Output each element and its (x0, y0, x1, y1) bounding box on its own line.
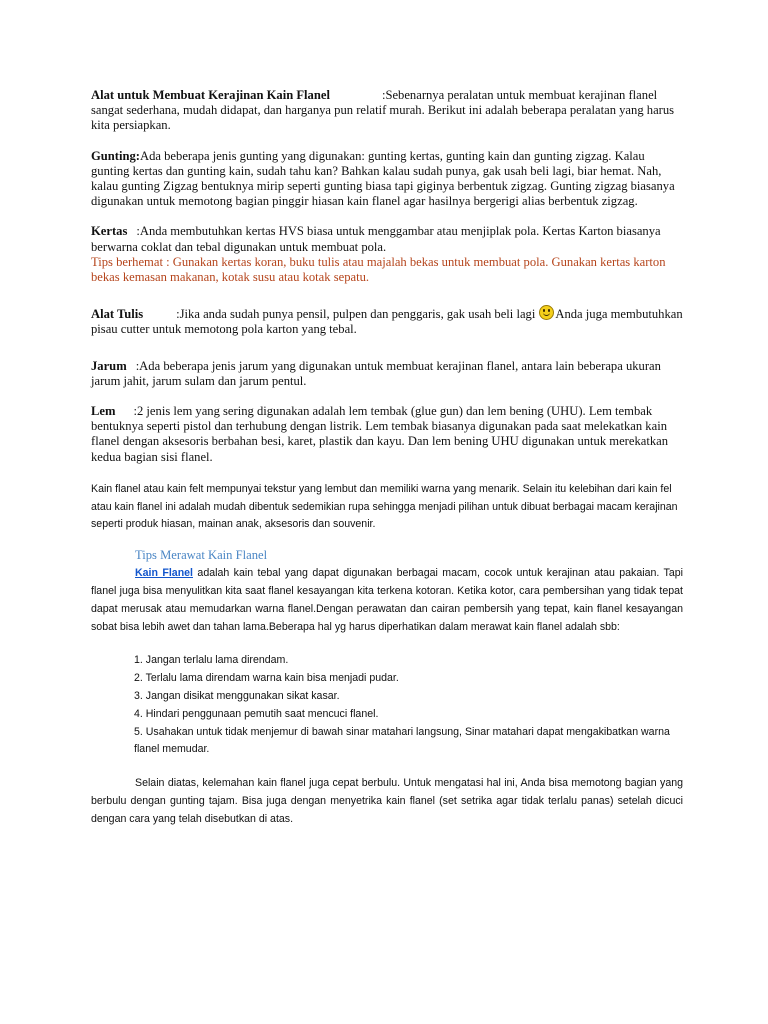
jarum-text: :Ada beberapa jenis jarum yang digunakan untuk membuat kerajinan flanel, antara lain beberapa ukuran jarum jahit, jarum sulam dan jarum pentul. (91, 358, 661, 388)
tips-intro-paragraph (91, 565, 683, 636)
intro-text: :Sebenarnya peralatan untuk membuat kerajinan flanel sangat sederhana, mudah didapat, dan harganya pun relatif murah. Berikut ini adalah beberapa peralatan yang harus kita persiapkan. (91, 88, 675, 133)
lem-label: Lem (91, 404, 116, 419)
kertas-text: :Anda membutuhkan kertas HVS biasa untuk menggambar atau menjiplak pola. Kertas Karton biasanya berwarna coklat dan tebal digunakan untuk membuat pola. (91, 224, 661, 254)
gunting-text: Ada beberapa jenis gunting yang digunakan: gunting kertas, gunting kain dan gunting zigzag. Kalau gunting kertas dan gunting kain, sudah tahu kan? Bahkan kalau sudah punya, gak usah beli lagi, biar hemat. Nah, kalau gunting Zigzag bentuknya mirip seperti gunting biasa tapi giginya berbentuk zigzag. Gunting zigzag biasanya digunakan untuk memotong bagian pinggir hiasan kain flanel agar hasilnya bergerigi alias berbentuk zigzag. (91, 148, 675, 209)
kertas-label: Kertas (91, 224, 128, 239)
gunting-label: Gunting: (91, 148, 140, 163)
list-item: 5. Usahakan untuk tidak menjemur di bawah sinar matahari langsung, Sinar matahari dapat mengakibatkan warna flanel memudar. (134, 725, 670, 756)
list-item: 3. Jangan disikat menggunakan sikat kasar. (134, 690, 340, 703)
tips-heading: Tips Merawat Kain Flanel (135, 548, 268, 563)
smiley-icon (539, 305, 554, 320)
jarum-paragraph (91, 359, 683, 389)
list-item: 1. Jangan terlalu lama direndam. (134, 654, 289, 667)
list-item: 2. Terlalu lama direndam warna kain bisa menjadi pudar. (134, 672, 399, 685)
tips-intro-text: adalah kain tebal yang dapat digunakan berbagai macam, cocok untuk kerajinan atau pakaian. Tapi flanel juga bisa menyulitkan kita saat flanel kesayangan kita terkena kotoran. Ketika kotor, cara pembersihan yang tidak tepat dapat merusak atau memudarkan warna flanel.Dengan perawatan dan cairan pembersih yang tepat, kain flanel kesayangan sobat bisa lebih awet dan tahan lama.Beberapa hal yg harus diperhatikan dalam merawat kain flanel adalah sbb: (91, 567, 683, 633)
lem-paragraph (91, 404, 683, 465)
gunting-paragraph (91, 149, 683, 210)
list-item: 4. Hindari penggunaan pemutih saat mencuci flanel. (134, 707, 379, 720)
kain-flanel-link[interactable]: Kain Flanel (135, 567, 193, 580)
tips-list (91, 652, 683, 759)
document-page (91, 88, 683, 829)
intro-title: Alat untuk Membuat Kerajinan Kain Flanel (91, 88, 330, 102)
lem-text: :2 jenis lem yang sering digunakan adalah lem tembak (glue gun) dan lem bening (UHU). Lem tembak bentuknya seperti pistol dan terhubung dengan listrik. Lem tembak biasanya digunakan pada saat melekatkan kain flanel dengan aksesoris berbahan besi, karet, plastik dan kayu. Dan lem bening UHU digunakan untuk merekatkan kedua bagian sisi flanel. (91, 404, 669, 464)
closing-paragraph: Selain diatas, kelemahan kain flanel juga cepat berbulu. Untuk mengatasi hal ini, Anda bisa memotong bagian yang berbulu dengan gunting tajam. Bisa juga dengan menyetrika kain flanel (set setrika agar tidak terlalu panas) setelah dicuci dengan cara yang telah disebutkan di atas. (91, 777, 683, 825)
jarum-label: Jarum (91, 358, 127, 373)
alat-tulis-text-before: :Jika anda sudah punya pensil, pulpen dan penggaris, gak usah beli lagi (176, 307, 536, 322)
felt-paragraph: Kain flanel atau kain felt mempunyai tekstur yang lembut dan memiliki warna yang menarik. Selain itu kelebihan dari kain fel atau kain flanel ini adalah mudah dibentuk sedemikian rupa sehingga menjadi pilihan untuk dibuat berbagai macam kerajinan seperti produk hiasan, mainan anak, aksesoris dan souvenir. (91, 482, 678, 531)
alat-tulis-paragraph (91, 305, 683, 337)
kertas-paragraph (91, 224, 683, 254)
kertas-tip: Tips berhemat : Gunakan kertas koran, buku tulis atau majalah bekas untuk membuat pola. Gunakan kertas karton bekas kemasan makanan, kotak susu atau kotak sepatu. (91, 254, 666, 285)
intro-paragraph (91, 88, 683, 134)
alat-tulis-text-after: Anda juga membutuhkan pisau cutter untuk memotong pola karton yang tebal. (91, 307, 683, 337)
alat-tulis-label: Alat Tulis (91, 307, 144, 322)
